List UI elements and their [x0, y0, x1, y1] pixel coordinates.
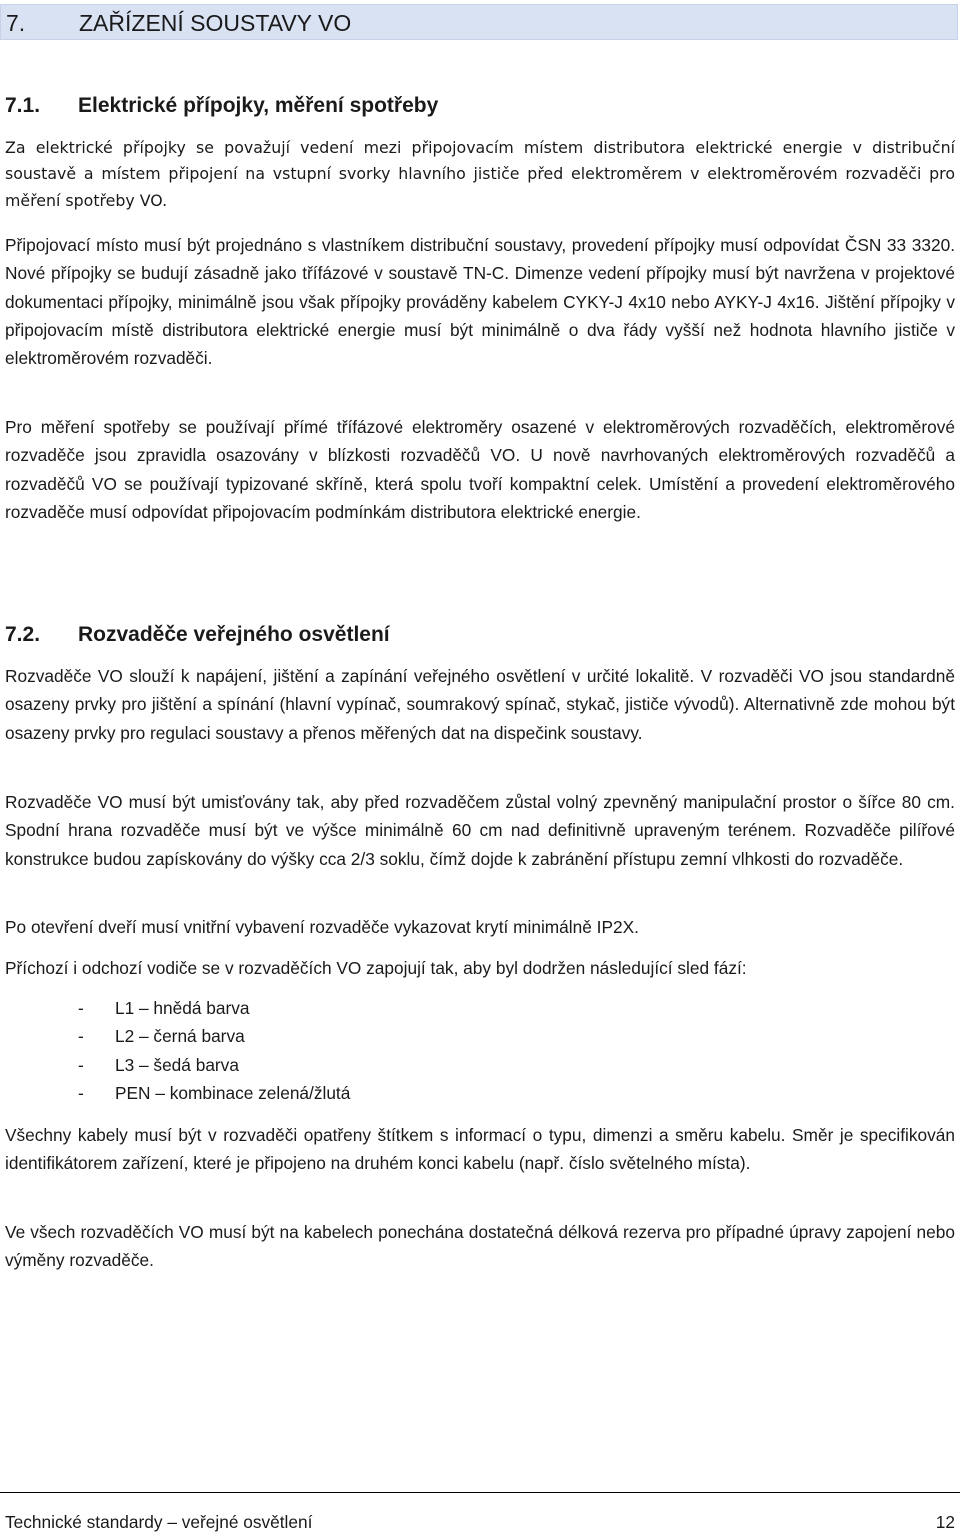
- page-number: 12: [935, 1512, 955, 1532]
- paragraph: Po otevření dveří musí vnitřní vybavení rozvaděče vykazovat krytí minimálně IP2X.: [5, 917, 639, 937]
- paragraph: Připojovací místo musí být projednáno s vlastníkem distribuční soustavy, provedení přípojky musí odpovídat ČSN 33 3320. Nové přípojky se budují zásadně jako třífázové v soustavě TN-C. Dimenze vedení přípojky musí být navržena v projektové dokumentaci přípojky, minimálně jsou však přípojky prováděny kabelem CYKY-J 4x10 nebo AYKY-J 4x16. Jištění přípojky v připojovacím místě distributora elektrické energie musí být minimálně o dva řády vyšší než hodnota hlavního jističe v elektroměrovém rozvaděči.: [5, 235, 955, 369]
- section-title: ZAŘÍZENÍ SOUSTAVY VO: [79, 10, 352, 36]
- subsection-number: 7.1.: [5, 94, 41, 117]
- paragraph: Za elektrické přípojky se považují vedení mezi připojovacím místem distributora elektrické energie v distribuční soustavě a místem připojení na vstupní svorky hlavního jističe před elektroměrem v elektroměrovém rozvaděči pro měření spotřeby VO.: [5, 138, 955, 210]
- subsection-title: Rozvaděče veřejného osvětlení: [78, 623, 390, 646]
- subsection-title: Elektrické přípojky, měření spotřeby: [78, 94, 439, 117]
- footer-title: Technické standardy – veřejné osvětlení: [5, 1512, 313, 1532]
- list-dash: -: [78, 1054, 84, 1075]
- subsection-number: 7.2.: [5, 623, 41, 646]
- section-number: 7.: [6, 10, 26, 36]
- list-dash: -: [78, 998, 84, 1018]
- paragraph: Pro měření spotřeby se používají přímé třífázové elektroměry osazené v elektroměrových rozvaděčích, elektroměrové rozvaděče jsou zpravidla osazovány v blízkosti rozvaděčů VO. U nově navrhovaných elektroměrových rozvaděčů a rozvaděčů VO se používají typizované skříně, která spolu tvoří kompaktní celek. Umístění a provedení elektroměrového rozvaděče musí odpovídat připojovacím podmínkám distributora elektrické energie.: [5, 417, 955, 522]
- paragraph: Rozvaděče VO musí být umisťovány tak, aby před rozvaděčem zůstal volný zpevněný manipulační prostor o šířce 80 cm. Spodní hrana rozvaděče musí být ve výšce minimálně 60 cm nad definitivně upraveným terénem. Rozvaděče pilířové konstrukce budou zapískovány do výšky cca 2/3 soklu, čímž dojde k zabránění přístupu zemní vlhkosti do rozvaděče.: [5, 792, 955, 869]
- paragraph: Rozvaděče VO slouží k napájení, jištění a zapínání veřejného osvětlení v určité lokalitě. V rozvaděči VO jsou standardně osazeny prvky pro jištění a spínání (hlavní vypínač, soumrakový spínač, stykač, jističe vývodů). Alternativně zde mohou být osazeny prvky pro regulaci soustavy a přenos měřených dat na dispečink soustavy.: [5, 666, 955, 743]
- paragraph: Příchozí i odchozí vodiče se v rozvaděčích VO zapojují tak, aby byl dodržen následující sled fází:: [5, 958, 747, 978]
- footer-divider: [0, 1492, 960, 1493]
- list-dash: -: [78, 1026, 84, 1047]
- section-heading: [0, 4, 958, 40]
- list-dash: -: [78, 1082, 84, 1103]
- paragraph: Ve všech rozvaděčích VO musí být na kabelech ponechána dostatečná délková rezerva pro případné úpravy zapojení nebo výměny rozvaděče.: [5, 1222, 955, 1271]
- paragraph: Všechny kabely musí být v rozvaděči opatřeny štítkem s informací o typu, dimenzi a směru kabelu. Směr je specifikován identifikátorem zařízení, které je připojeno na druhém konci kabelu (např. číslo světelného místa).: [5, 1125, 955, 1174]
